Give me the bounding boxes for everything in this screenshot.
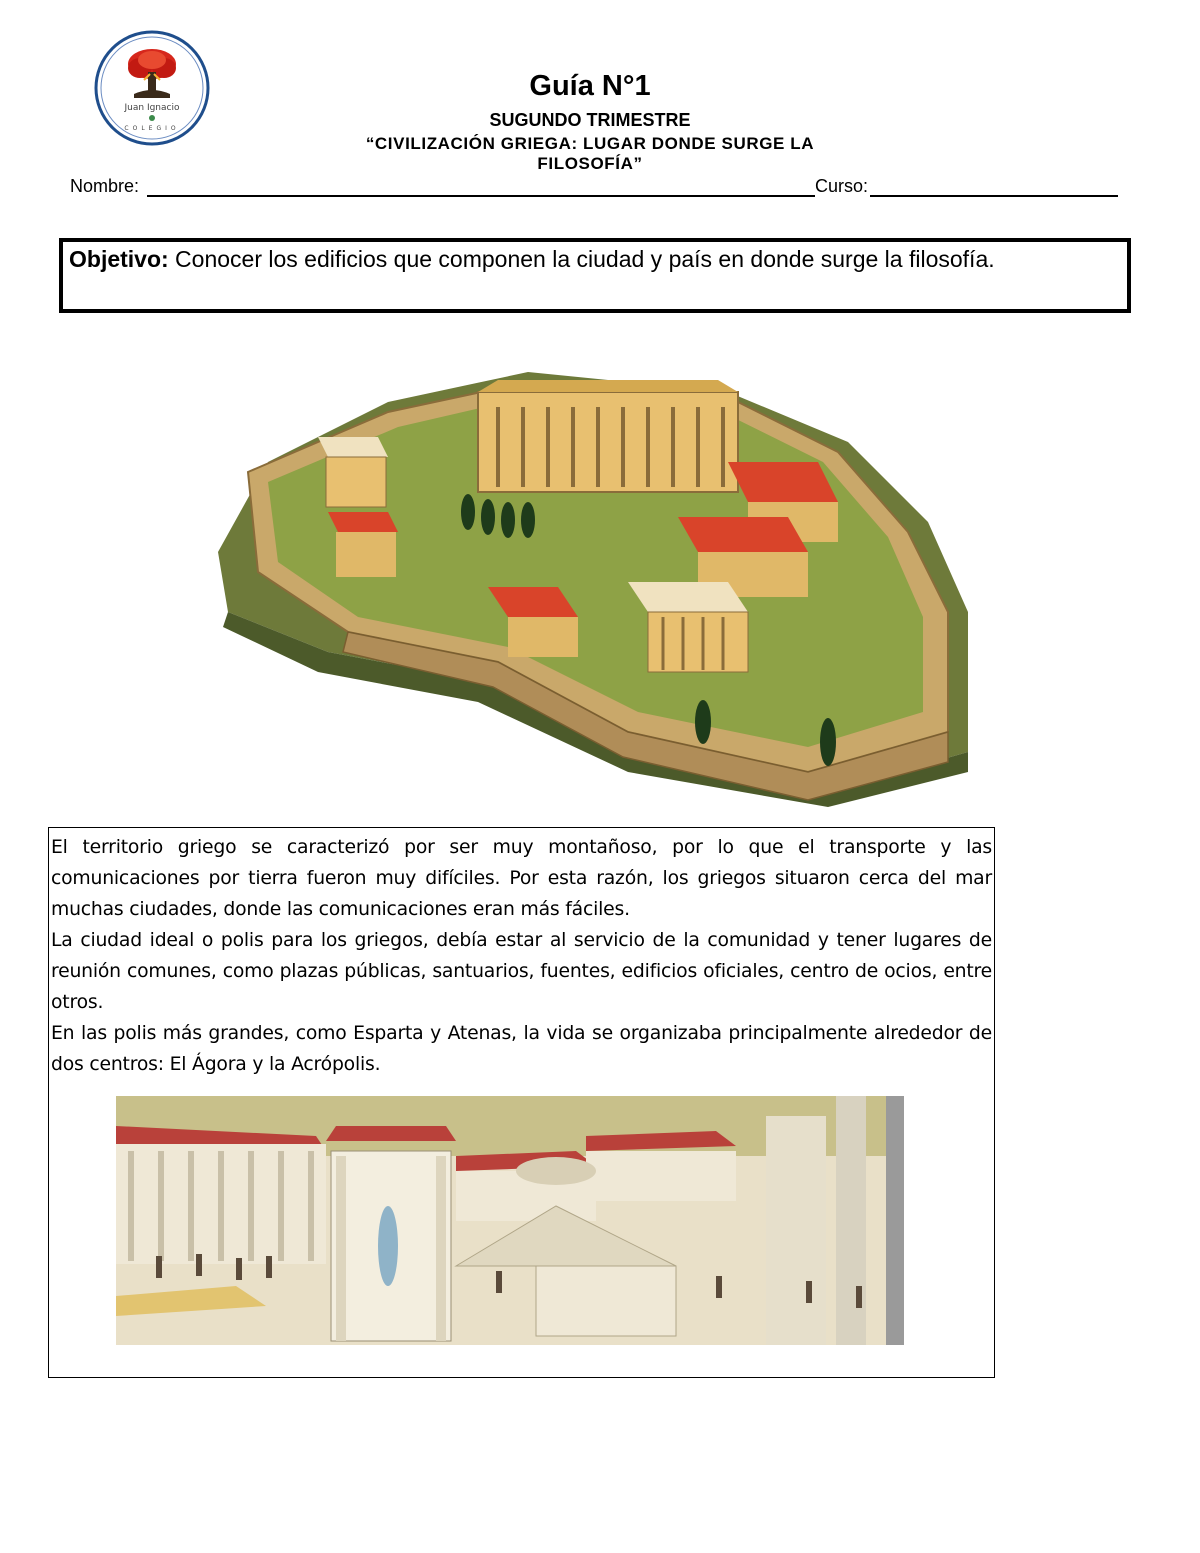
acropolis-image: [208, 352, 974, 810]
school-logo: [94, 30, 210, 146]
name-label: Nombre:: [70, 176, 140, 196]
objective-text: Conocer los edificios que componen la ciudad y país en donde surge la filosofía.: [168, 246, 995, 272]
logo-subtext: COLEGIO: [124, 125, 180, 132]
page-topic: “CIVILIZACIÓN GRIEGA: LUGAR DONDE SURGE LA FILOSOFÍA”: [365, 134, 815, 173]
course-field[interactable]: [870, 177, 1118, 197]
objective-box: [59, 238, 1131, 313]
paragraph-1: El territorio griego se caracterizó por ser muy montañoso, por lo que el transporte y las comunicaciones por tierra fueron muy difíciles. Por esta razón, los griegos situaron cerca del mar muchas ciudades, donde las comunicaciones eran más fáciles.: [51, 837, 992, 920]
paragraph-2: La ciudad ideal o polis para los griegos, debía estar al servicio de la comunidad y tener lugares de reunión comunes, como plazas públicas, santuarios, fuentes, edificios oficiales, centro de ocios, entre otros.: [51, 930, 992, 1013]
school-tree-logo-icon: [94, 30, 210, 146]
name-field[interactable]: [147, 177, 815, 197]
logo-text: Juan Ignacio: [124, 103, 180, 113]
objective-label: Objetivo:: [69, 246, 169, 272]
agora-image: [116, 1096, 904, 1345]
course-label: Curso:: [815, 176, 869, 196]
agora-illustration: [116, 1096, 904, 1345]
acropolis-illustration: [208, 352, 974, 810]
page-title: Guía N°1: [529, 70, 651, 102]
name-course-row: [70, 176, 1118, 197]
page-subtitle: SUGUNDO TRIMESTRE: [489, 110, 691, 130]
paragraph-3: En las polis más grandes, como Esparta y Atenas, la vida se organizaba principalmente alrededor de dos centros: El Ágora y la Acrópolis.: [51, 1023, 992, 1075]
